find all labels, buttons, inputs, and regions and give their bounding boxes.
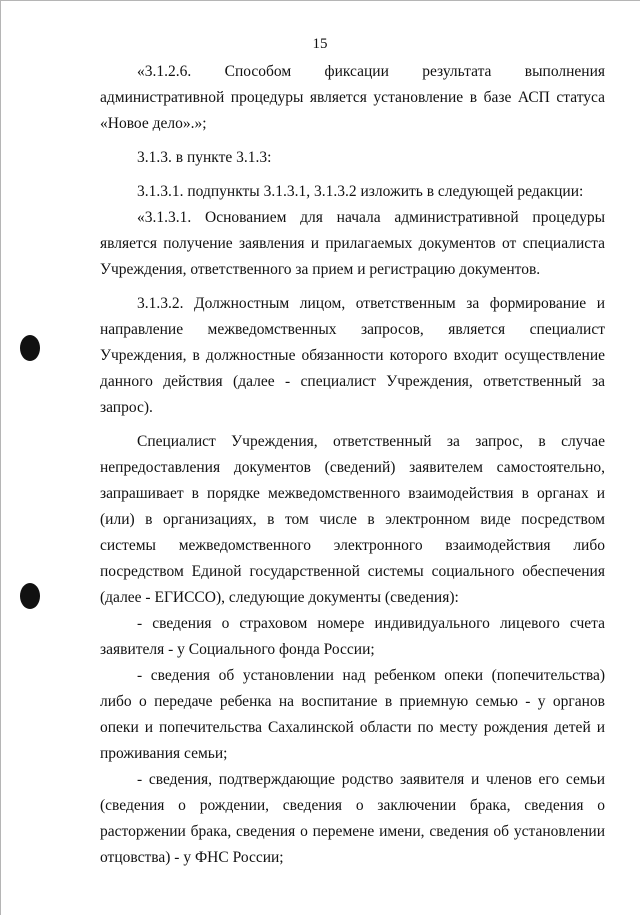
punch-hole xyxy=(20,335,40,361)
page-number: 15 xyxy=(312,36,328,52)
document-body xyxy=(100,59,605,871)
list-item-snils: - сведения о страховом номере индивидуального лицевого счета заявителя - у Социального фонда России; xyxy=(100,615,605,658)
punch-hole xyxy=(20,583,40,609)
paragraph-3-1-2-6: «3.1.2.6. Способом фиксации результата выполнения административной процедуры является установление в базе АСП статуса «Новое дело».»; xyxy=(100,63,605,132)
paragraph-3-1-3: 3.1.3. в пункте 3.1.3: xyxy=(137,149,272,166)
list-item-guardianship: - сведения об установлении над ребенком опеки (попечительства) либо о передаче ребенка на воспитание в приемную семью - у органов опеки и попечительства Сахалинской области по месту рождения детей и проживания семьи; xyxy=(100,667,605,762)
scan-edge-top xyxy=(0,0,640,1)
scan-edge-left xyxy=(0,0,1,915)
paragraph-specialist-requests: Специалист Учреждения, ответственный за запрос, в случае непредоставления документов (сведений) заявителем самостоятельно, запрашивает в порядке межведомственного взаимодействия в органах и (или) в организациях, в том числе в электронном виде посредством системы межведомственного электронного взаимодействия либо посредством Единой государственной системы социального обеспечения (далее - ЕГИССО), следующие документы (сведения): xyxy=(100,433,605,606)
paragraph-3-1-3-1-intro: 3.1.3.1. подпункты 3.1.3.1, 3.1.3.2 изложить в следующей редакции: xyxy=(137,183,584,200)
list-item-kinship: - сведения, подтверждающие родство заявителя и членов его семьи (сведения о рождении, сведения о заключении брака, сведения о расторжении брака, сведения о перемене имени, сведения об установлении отцовства) - у ФНС России; xyxy=(100,771,605,866)
paragraph-3-1-3-2: 3.1.3.2. Должностным лицом, ответственным за формирование и направление межведомственных запросов, является специалист Учреждения, в должностные обязанности которого входит осуществление данного действия (далее - специалист Учреждения, ответственный за запрос). xyxy=(100,295,605,416)
paragraph-3-1-3-1: «3.1.3.1. Основанием для начала административной процедуры является получение заявления и прилагаемых документов от специалиста Учреждения, ответственного за прием и регистрацию документов. xyxy=(100,209,605,278)
